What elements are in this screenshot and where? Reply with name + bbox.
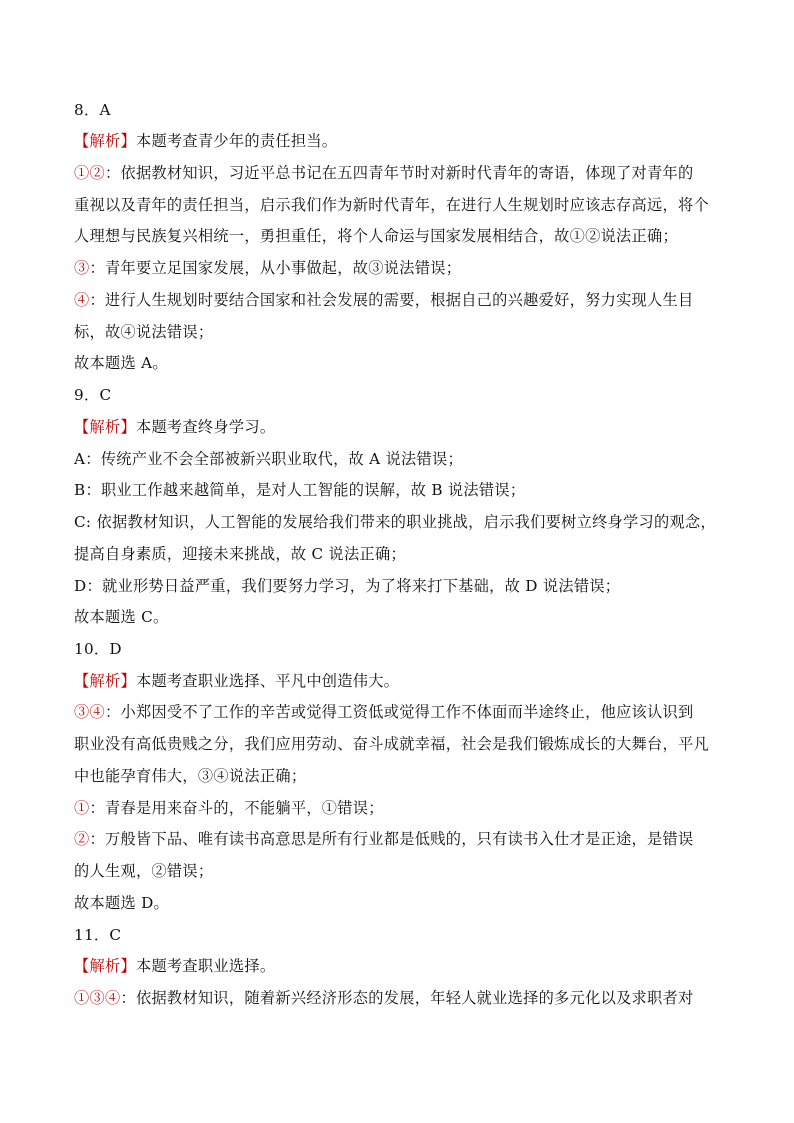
conclusion-line	[74, 606, 734, 628]
paragraph-line	[74, 511, 734, 533]
analysis-line	[74, 670, 734, 692]
analysis-line	[74, 130, 734, 152]
paragraph-line	[74, 448, 734, 470]
line-text: 故本题选 A。	[74, 354, 168, 372]
paragraph-line	[74, 289, 734, 311]
line-text: 中也能孕育伟大，③④说法正确；	[74, 767, 307, 785]
option-marker: ④	[74, 291, 90, 309]
line-text: 故本题选 C。	[74, 608, 169, 626]
line-text: 本题考查职业选择。	[135, 957, 276, 975]
line-text: 重视以及青年的责任担当，启示我们作为新时代青年，在进行人生规划时应该志存高远，将个	[74, 196, 709, 214]
analysis-line	[74, 955, 734, 977]
analysis-tag: 【解析】	[74, 132, 136, 150]
line-text: ：进行人生规划时要结合国家和社会发展的需要，根据自己的兴趣爱好，努力实现人生目	[89, 291, 694, 309]
answer-heading-9	[74, 384, 734, 406]
paragraph-line	[74, 543, 734, 565]
line-text: 提高自身素质，迎接未来挑战，故 C 说法正确；	[74, 545, 406, 563]
paragraph-line	[74, 701, 734, 723]
line-text: ：依据教材知识，随着新兴经济形态的发展，年轻人就业选择的多元化以及求职者对	[120, 989, 694, 1007]
paragraph-line	[74, 828, 734, 850]
line-text: 本题考查职业选择、平凡中创造伟大。	[135, 672, 400, 690]
line-text: 职业没有高低贵贱之分，我们应用劳动、奋斗成就幸福，社会是我们锻炼成长的大舞台，平凡	[74, 735, 709, 753]
line-text: A：传统产业不会全部被新兴职业取代，故 A 说法错误；	[74, 450, 464, 468]
line-text: 的人生观，②错误；	[74, 862, 214, 880]
option-marker: ③	[74, 259, 90, 277]
line-text: D：就业形势日益严重，我们要努力学习，为了将来打下基础，故 D 说法错误；	[74, 577, 621, 595]
line-text: 故本题选 D。	[74, 894, 170, 912]
option-marker: ①	[74, 799, 90, 817]
answer-heading-8	[74, 99, 734, 121]
answer-heading-11	[74, 924, 734, 946]
analysis-line	[74, 416, 734, 438]
line-text: ：依据教材知识，习近平总书记在五四青年节时对新时代青年的寄语，体现了对青年的	[104, 164, 694, 182]
option-marker: ①②	[74, 164, 105, 182]
paragraph-line	[74, 860, 734, 882]
analysis-tag: 【解析】	[74, 418, 136, 436]
line-text: ：小郑因受不了工作的辛苦或觉得工资低或觉得工作不体面而半途终止，他应该认识到	[104, 703, 694, 721]
line-text: C: 依据教材知识，人工智能的发展给我们带来的职业挑战，启示我们要树立终身学习的观念，	[74, 513, 716, 531]
line-text: 本题考查青少年的责任担当。	[135, 132, 338, 150]
paragraph-line	[74, 765, 734, 787]
option-marker: ③④	[74, 703, 105, 721]
conclusion-line	[74, 352, 734, 374]
line-text: 本题考查终身学习。	[135, 418, 276, 436]
paragraph-line	[74, 575, 734, 597]
paragraph-line	[74, 321, 734, 343]
line-text: ：青年要立足国家发展，从小事做起，故③说法错误；	[89, 259, 462, 277]
line-text: 8．A	[74, 101, 111, 119]
line-text: ：青春是用来奋斗的，不能躺平，①错误；	[89, 799, 384, 817]
paragraph-line	[74, 479, 734, 501]
option-marker: ①③④	[74, 989, 121, 1007]
line-text: 10．D	[74, 640, 122, 658]
line-text: 标，故④说法错误；	[74, 323, 214, 341]
line-text: ：万般皆下品、唯有读书高意思是所有行业都是低贱的，只有读书入仕才是正途，是错误	[89, 830, 694, 848]
paragraph-line	[74, 257, 734, 279]
line-text: 人理想与民族复兴相统一，勇担重任，将个人命运与国家发展相结合，故①②说法正确；	[74, 227, 679, 245]
paragraph-line	[74, 733, 734, 755]
line-text: B：职业工作越来越简单，是对人工智能的误解，故 B 说法错误；	[74, 481, 526, 499]
paragraph-line	[74, 162, 734, 184]
conclusion-line	[74, 892, 734, 914]
paragraph-line	[74, 194, 734, 216]
line-text: 11．C	[74, 926, 122, 944]
line-text: 9．C	[74, 386, 112, 404]
answer-heading-10	[74, 638, 734, 660]
paragraph-line	[74, 797, 734, 819]
paragraph-line	[74, 987, 734, 1009]
analysis-tag: 【解析】	[74, 672, 136, 690]
analysis-tag: 【解析】	[74, 957, 136, 975]
paragraph-line	[74, 225, 734, 247]
option-marker: ②	[74, 830, 90, 848]
